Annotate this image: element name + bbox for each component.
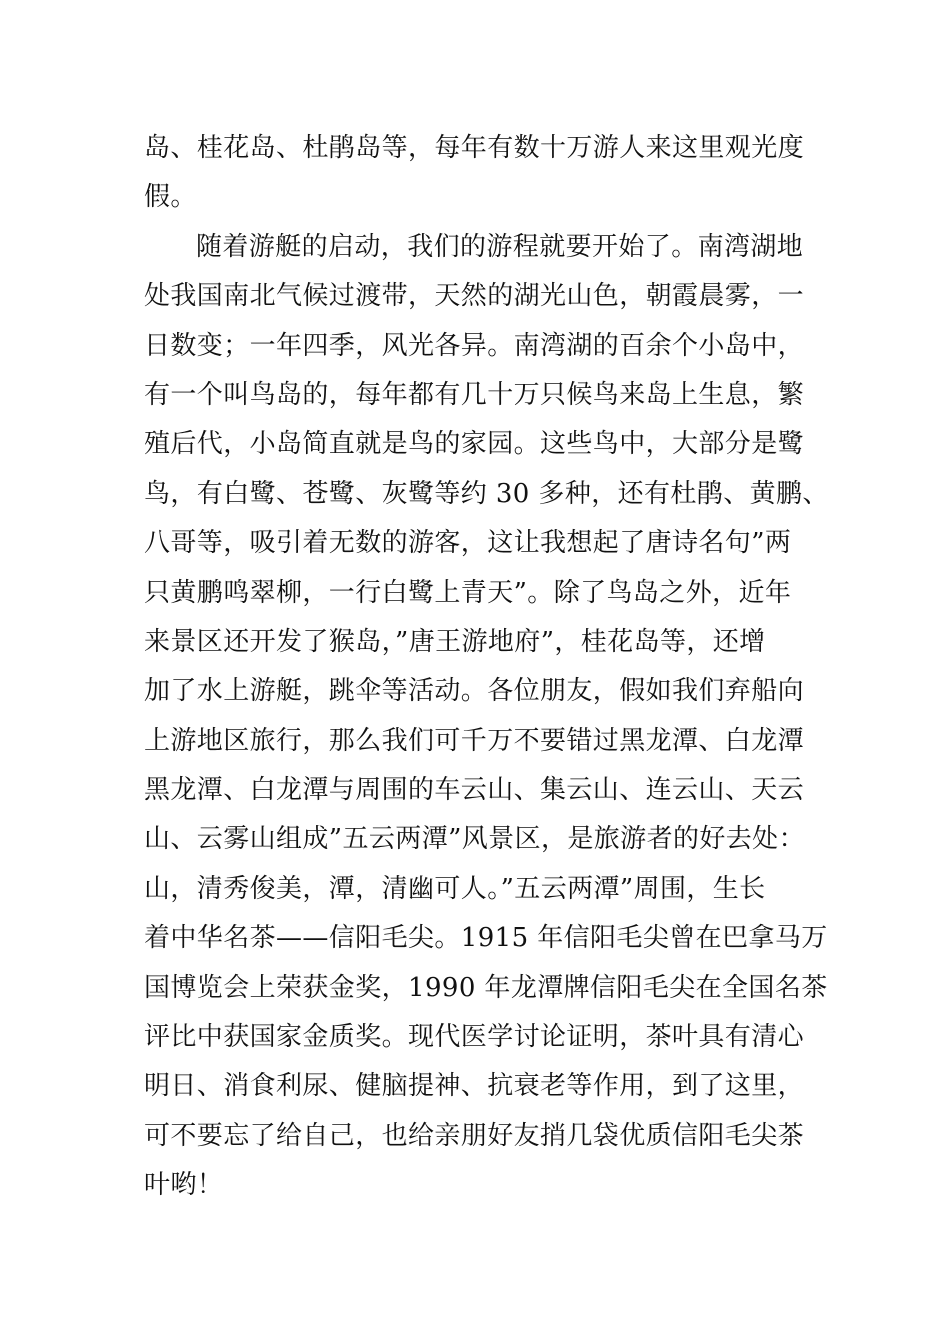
- text-line: 国博览会上荣获金奖，1990 年龙潭牌信阳毛尖在全国名茶: [144, 972, 828, 1003]
- text-line: 可不要忘了给自己，也给亲朋好友捎几袋优质信阳毛尖茶: [144, 1120, 805, 1151]
- text-line: 山、云雾山组成”五云两潭”风景区，是旅游者的好去处：: [144, 824, 805, 855]
- text-line: 只黄鹏鸣翠柳，一行白鹭上青天”。除了鸟岛之外，近年: [144, 577, 792, 608]
- text-line: 叶哟！: [144, 1170, 224, 1201]
- text-line: 来景区还开发了猴岛，”唐王游地府”，桂花岛等，还增: [144, 626, 766, 657]
- paragraph-first-line: 随着游艇的启动，我们的游程就要开始了。南湾湖地: [196, 231, 804, 262]
- text-line: 明日、消食利尿、健脑提神、抗衰老等作用，到了这里，: [144, 1071, 805, 1102]
- text-line: 评比中获国家金质奖。现代医学讨论证明，茶叶具有清心: [144, 1022, 805, 1053]
- text-line: 假。: [144, 182, 197, 213]
- text-line: 有一个叫鸟岛的，每年都有几十万只候鸟来岛上生息，繁: [144, 379, 805, 410]
- text-line: 黑龙潭、白龙潭与周围的车云山、集云山、连云山、天云: [144, 775, 805, 806]
- text-line: 着中华名茶——信阳毛尖。1915 年信阳毛尖曾在巴拿马万: [144, 923, 828, 954]
- text-line: 上游地区旅行，那么我们可千万不要错过黑龙潭、白龙潭: [144, 725, 805, 756]
- text-line: 日数变；一年四季，风光各异。南湾湖的百余个小岛中，: [144, 330, 805, 361]
- text-line: 加了水上游艇，跳伞等活动。各位朋友，假如我们弃船向: [144, 676, 805, 707]
- text-line: 处我国南北气候过渡带，天然的湖光山色，朝霞晨雾，一: [144, 281, 805, 312]
- text-line: 鸟，有白鹭、苍鹭、灰鹭等约 30 多种，还有杜鹃、黄鹏、: [144, 478, 829, 509]
- text-line: 八哥等，吸引着无数的游客，这让我想起了唐诗名句”两: [144, 528, 792, 559]
- text-line: 岛、桂花岛、杜鹃岛等，每年有数十万游人来这里观光度: [144, 133, 805, 163]
- body-text: [144, 124, 829, 1211]
- text-line: 殖后代，小岛简直就是鸟的家园。这些鸟中，大部分是鹭: [144, 429, 805, 460]
- text-line: 山，清秀俊美，潭，清幽可人。”五云两潭”周围，生长: [144, 873, 766, 904]
